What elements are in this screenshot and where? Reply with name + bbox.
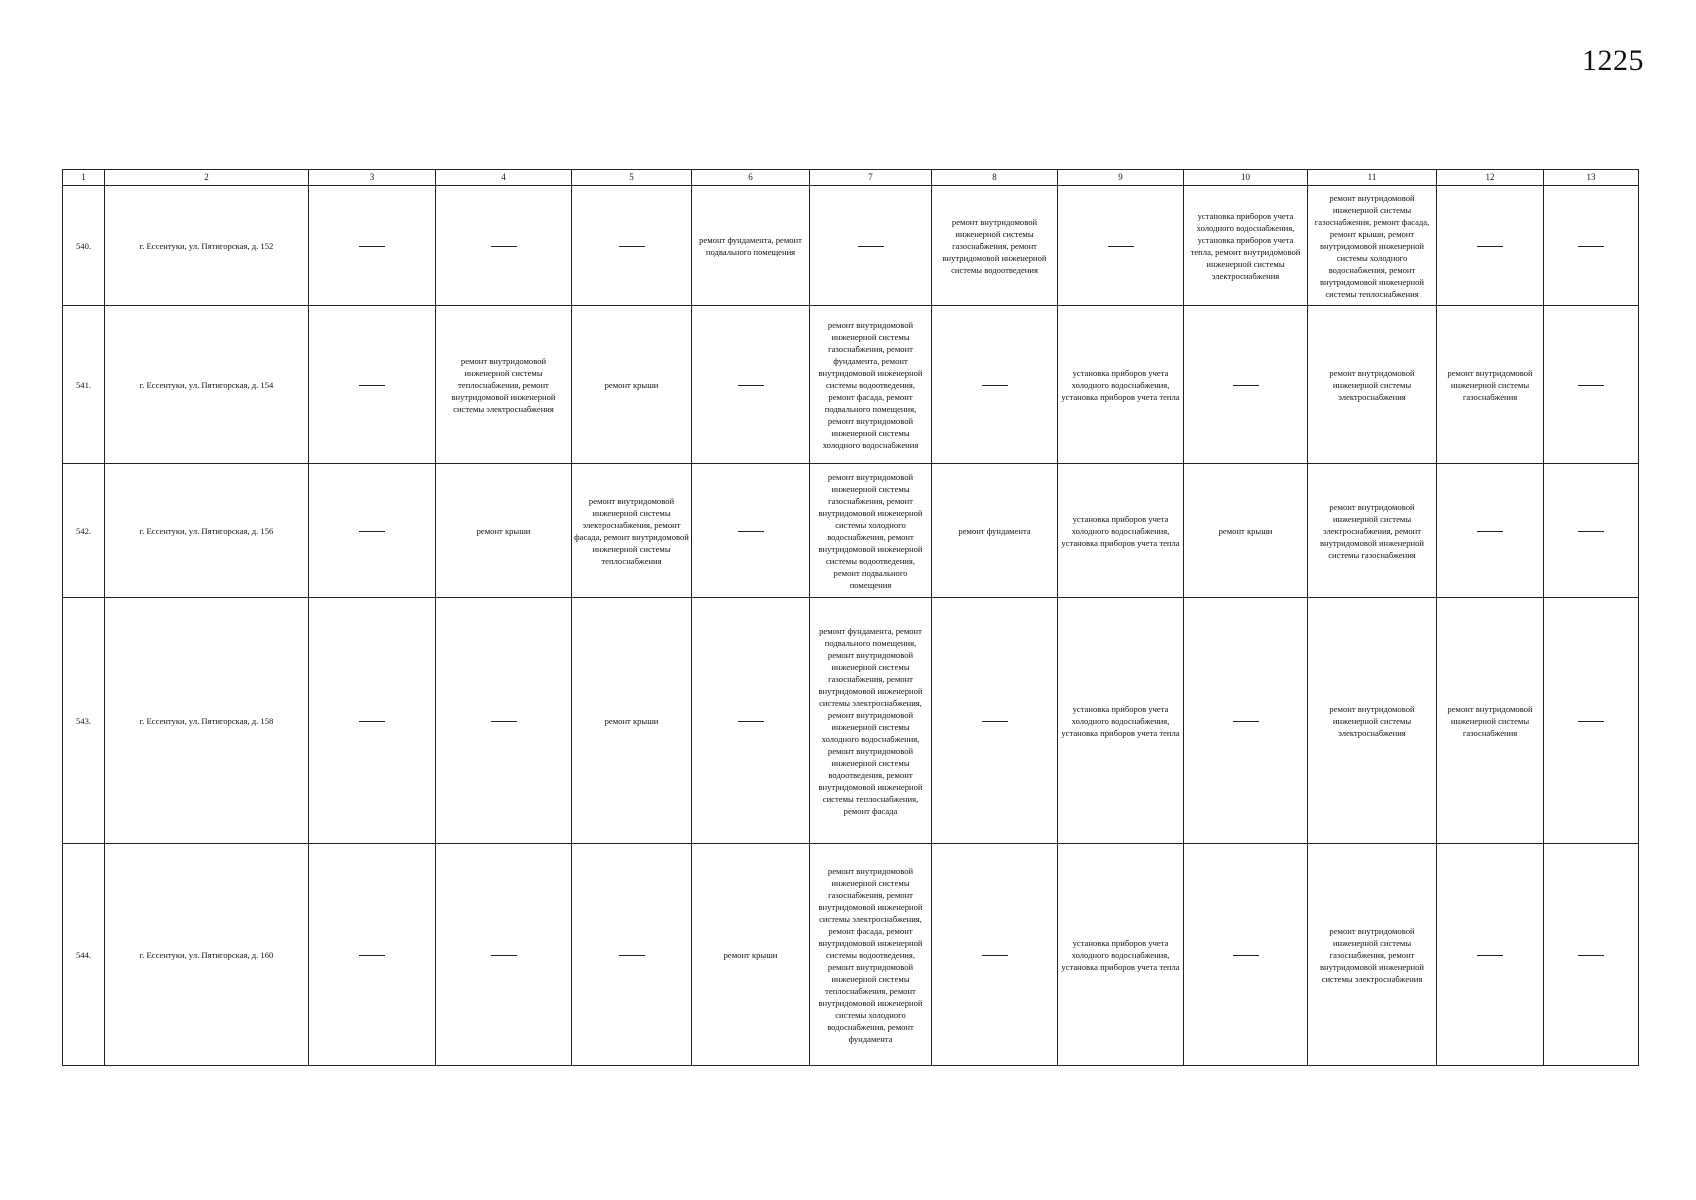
table-cell <box>436 598 572 844</box>
table-cell: ремонт фундамента, ремонт подвального помещения <box>692 186 810 306</box>
empty-dash <box>738 721 764 722</box>
empty-dash <box>619 955 645 956</box>
empty-dash <box>359 246 385 247</box>
table-row <box>63 306 1639 464</box>
table-cell: ремонт крыши <box>572 306 692 464</box>
page-number: 1225 <box>1582 44 1644 77</box>
table-cell <box>1184 844 1308 1066</box>
table-cell <box>309 464 436 598</box>
column-header-13: 13 <box>1544 170 1639 186</box>
row-number: 542. <box>63 464 105 598</box>
table-cell: ремонт внутридомовой инженерной системы электроснабжения, ремонт внутридомовой инженерной системы газоснабжения <box>1308 464 1437 598</box>
table-cell: ремонт внутридомовой инженерной системы газоснабжения, ремонт внутридомовой инженерной системы электроснабжения, ремонт фасада, ремонт внутридомовой инженерной системы водоотведения, ремонт внутридомовой инженерной системы теплоснабжения, ремонт внутридомовой инженерной системы холодного водоснабжения, ремонт фундамента <box>810 844 932 1066</box>
table-cell: ремонт крыши <box>436 464 572 598</box>
empty-dash <box>359 955 385 956</box>
table-cell <box>1437 844 1544 1066</box>
empty-dash <box>619 246 645 247</box>
empty-dash <box>359 721 385 722</box>
row-number: 544. <box>63 844 105 1066</box>
table-cell: ремонт внутридомовой инженерной системы газоснабжения, ремонт фасада, ремонт крыши, ремонт внутридомовой инженерной системы холодного водоснабжения, ремонт внутридомовой инженерной системы теплоснабжения <box>1308 186 1437 306</box>
table-cell: ремонт внутридомовой инженерной системы теплоснабжения, ремонт внутридомовой инженерной системы электроснабжения <box>436 306 572 464</box>
empty-dash <box>738 385 764 386</box>
table-cell: ремонт внутридомовой инженерной системы электроснабжения <box>1308 598 1437 844</box>
table-cell <box>932 844 1058 1066</box>
table-cell: ремонт внутридомовой инженерной системы газоснабжения <box>1437 306 1544 464</box>
empty-dash <box>858 246 884 247</box>
table-header-row <box>63 170 1639 186</box>
row-number: 540. <box>63 186 105 306</box>
empty-dash <box>491 721 517 722</box>
empty-dash <box>359 531 385 532</box>
table-cell: установка приборов учета холодного водоснабжения, установка приборов учета тепла <box>1058 598 1184 844</box>
table-cell: ремонт внутридомовой инженерной системы газоснабжения, ремонт внутридомовой инженерной системы электроснабжения <box>1308 844 1437 1066</box>
table-cell: ремонт крыши <box>572 598 692 844</box>
column-header-1: 1 <box>63 170 105 186</box>
table-cell <box>1544 464 1639 598</box>
table-cell: ремонт внутридомовой инженерной системы газоснабжения, ремонт фундамента, ремонт внутридомовой инженерной системы водоотведения, ремонт фасада, ремонт подвального помещения, ремонт внутридомовой инженерной системы холодного водоснабжения <box>810 306 932 464</box>
table-row <box>63 598 1639 844</box>
table-cell: установка приборов учета холодного водоснабжения, установка приборов учета тепла, ремонт внутридомовой инженерной системы электроснабжения <box>1184 186 1308 306</box>
address-cell: г. Ессентуки, ул. Пятигорская, д. 154 <box>105 306 309 464</box>
column-header-2: 2 <box>105 170 309 186</box>
table-cell <box>309 844 436 1066</box>
address-cell: г. Ессентуки, ул. Пятигорская, д. 158 <box>105 598 309 844</box>
table-cell <box>932 598 1058 844</box>
empty-dash <box>1477 246 1503 247</box>
empty-dash <box>1233 721 1259 722</box>
table-cell <box>1437 186 1544 306</box>
address-cell: г. Ессентуки, ул. Пятигорская, д. 156 <box>105 464 309 598</box>
column-header-12: 12 <box>1437 170 1544 186</box>
table-cell <box>1544 598 1639 844</box>
table-cell <box>1184 306 1308 464</box>
table-cell <box>1184 598 1308 844</box>
empty-dash <box>1578 385 1604 386</box>
empty-dash <box>1578 955 1604 956</box>
table-cell: ремонт крыши <box>1184 464 1308 598</box>
empty-dash <box>1578 531 1604 532</box>
empty-dash <box>1477 955 1503 956</box>
empty-dash <box>982 955 1008 956</box>
table-cell: установка приборов учета холодного водоснабжения, установка приборов учета тепла <box>1058 464 1184 598</box>
column-header-4: 4 <box>436 170 572 186</box>
empty-dash <box>982 385 1008 386</box>
table-cell: ремонт внутридомовой инженерной системы газоснабжения, ремонт внутридомовой инженерной системы холодного водоснабжения, ремонт внутридомовой инженерной системы водоотведения, ремонт подвального помещения <box>810 464 932 598</box>
table-row <box>63 844 1639 1066</box>
table-cell <box>572 186 692 306</box>
table-cell <box>1437 464 1544 598</box>
table-cell <box>309 598 436 844</box>
table-cell: ремонт внутридомовой инженерной системы электроснабжения, ремонт фасада, ремонт внутридомовой инженерной системы теплоснабжения <box>572 464 692 598</box>
table-cell <box>1544 306 1639 464</box>
address-cell: г. Ессентуки, ул. Пятигорская, д. 152 <box>105 186 309 306</box>
empty-dash <box>1233 955 1259 956</box>
table-row <box>63 186 1639 306</box>
column-header-11: 11 <box>1308 170 1437 186</box>
column-header-5: 5 <box>572 170 692 186</box>
empty-dash <box>1108 246 1134 247</box>
repair-schedule-table <box>62 169 1639 1066</box>
column-header-3: 3 <box>309 170 436 186</box>
column-header-9: 9 <box>1058 170 1184 186</box>
table-cell <box>932 306 1058 464</box>
table-cell: ремонт крыши <box>692 844 810 1066</box>
row-number: 543. <box>63 598 105 844</box>
column-header-6: 6 <box>692 170 810 186</box>
empty-dash <box>1477 531 1503 532</box>
table-cell: установка приборов учета холодного водоснабжения, установка приборов учета тепла <box>1058 844 1184 1066</box>
table-cell <box>692 464 810 598</box>
table-cell <box>436 186 572 306</box>
empty-dash <box>359 385 385 386</box>
table-cell: ремонт внутридомовой инженерной системы электроснабжения <box>1308 306 1437 464</box>
table-cell <box>1544 844 1639 1066</box>
table-cell: ремонт фундамента <box>932 464 1058 598</box>
table-row <box>63 464 1639 598</box>
table-cell <box>1544 186 1639 306</box>
table-cell <box>309 306 436 464</box>
empty-dash <box>1578 246 1604 247</box>
table-cell <box>436 844 572 1066</box>
table-cell <box>309 186 436 306</box>
table-cell <box>810 186 932 306</box>
empty-dash <box>1578 721 1604 722</box>
column-header-10: 10 <box>1184 170 1308 186</box>
table-cell <box>572 844 692 1066</box>
column-header-7: 7 <box>810 170 932 186</box>
address-cell: г. Ессентуки, ул. Пятигорская, д. 160 <box>105 844 309 1066</box>
table-cell: ремонт внутридомовой инженерной системы газоснабжения, ремонт внутридомовой инженерной системы водоотведения <box>932 186 1058 306</box>
column-header-8: 8 <box>932 170 1058 186</box>
table-cell: ремонт фундамента, ремонт подвального помещения, ремонт внутридомовой инженерной системы газоснабжения, ремонт внутридомовой инженерной системы электроснабжения, ремонт внутридомовой инженерной системы холодного водоснабжения, ремонт внутридомовой инженерной системы водоотведения, ремонт внутридомовой инженерной системы теплоснабжения, ремонт фасада <box>810 598 932 844</box>
table-cell <box>692 598 810 844</box>
empty-dash <box>982 721 1008 722</box>
table-cell: установка приборов учета холодного водоснабжения, установка приборов учета тепла <box>1058 306 1184 464</box>
empty-dash <box>738 531 764 532</box>
empty-dash <box>491 955 517 956</box>
empty-dash <box>491 246 517 247</box>
table-cell <box>692 306 810 464</box>
table-cell: ремонт внутридомовой инженерной системы газоснабжения <box>1437 598 1544 844</box>
table-cell <box>1058 186 1184 306</box>
empty-dash <box>1233 385 1259 386</box>
row-number: 541. <box>63 306 105 464</box>
